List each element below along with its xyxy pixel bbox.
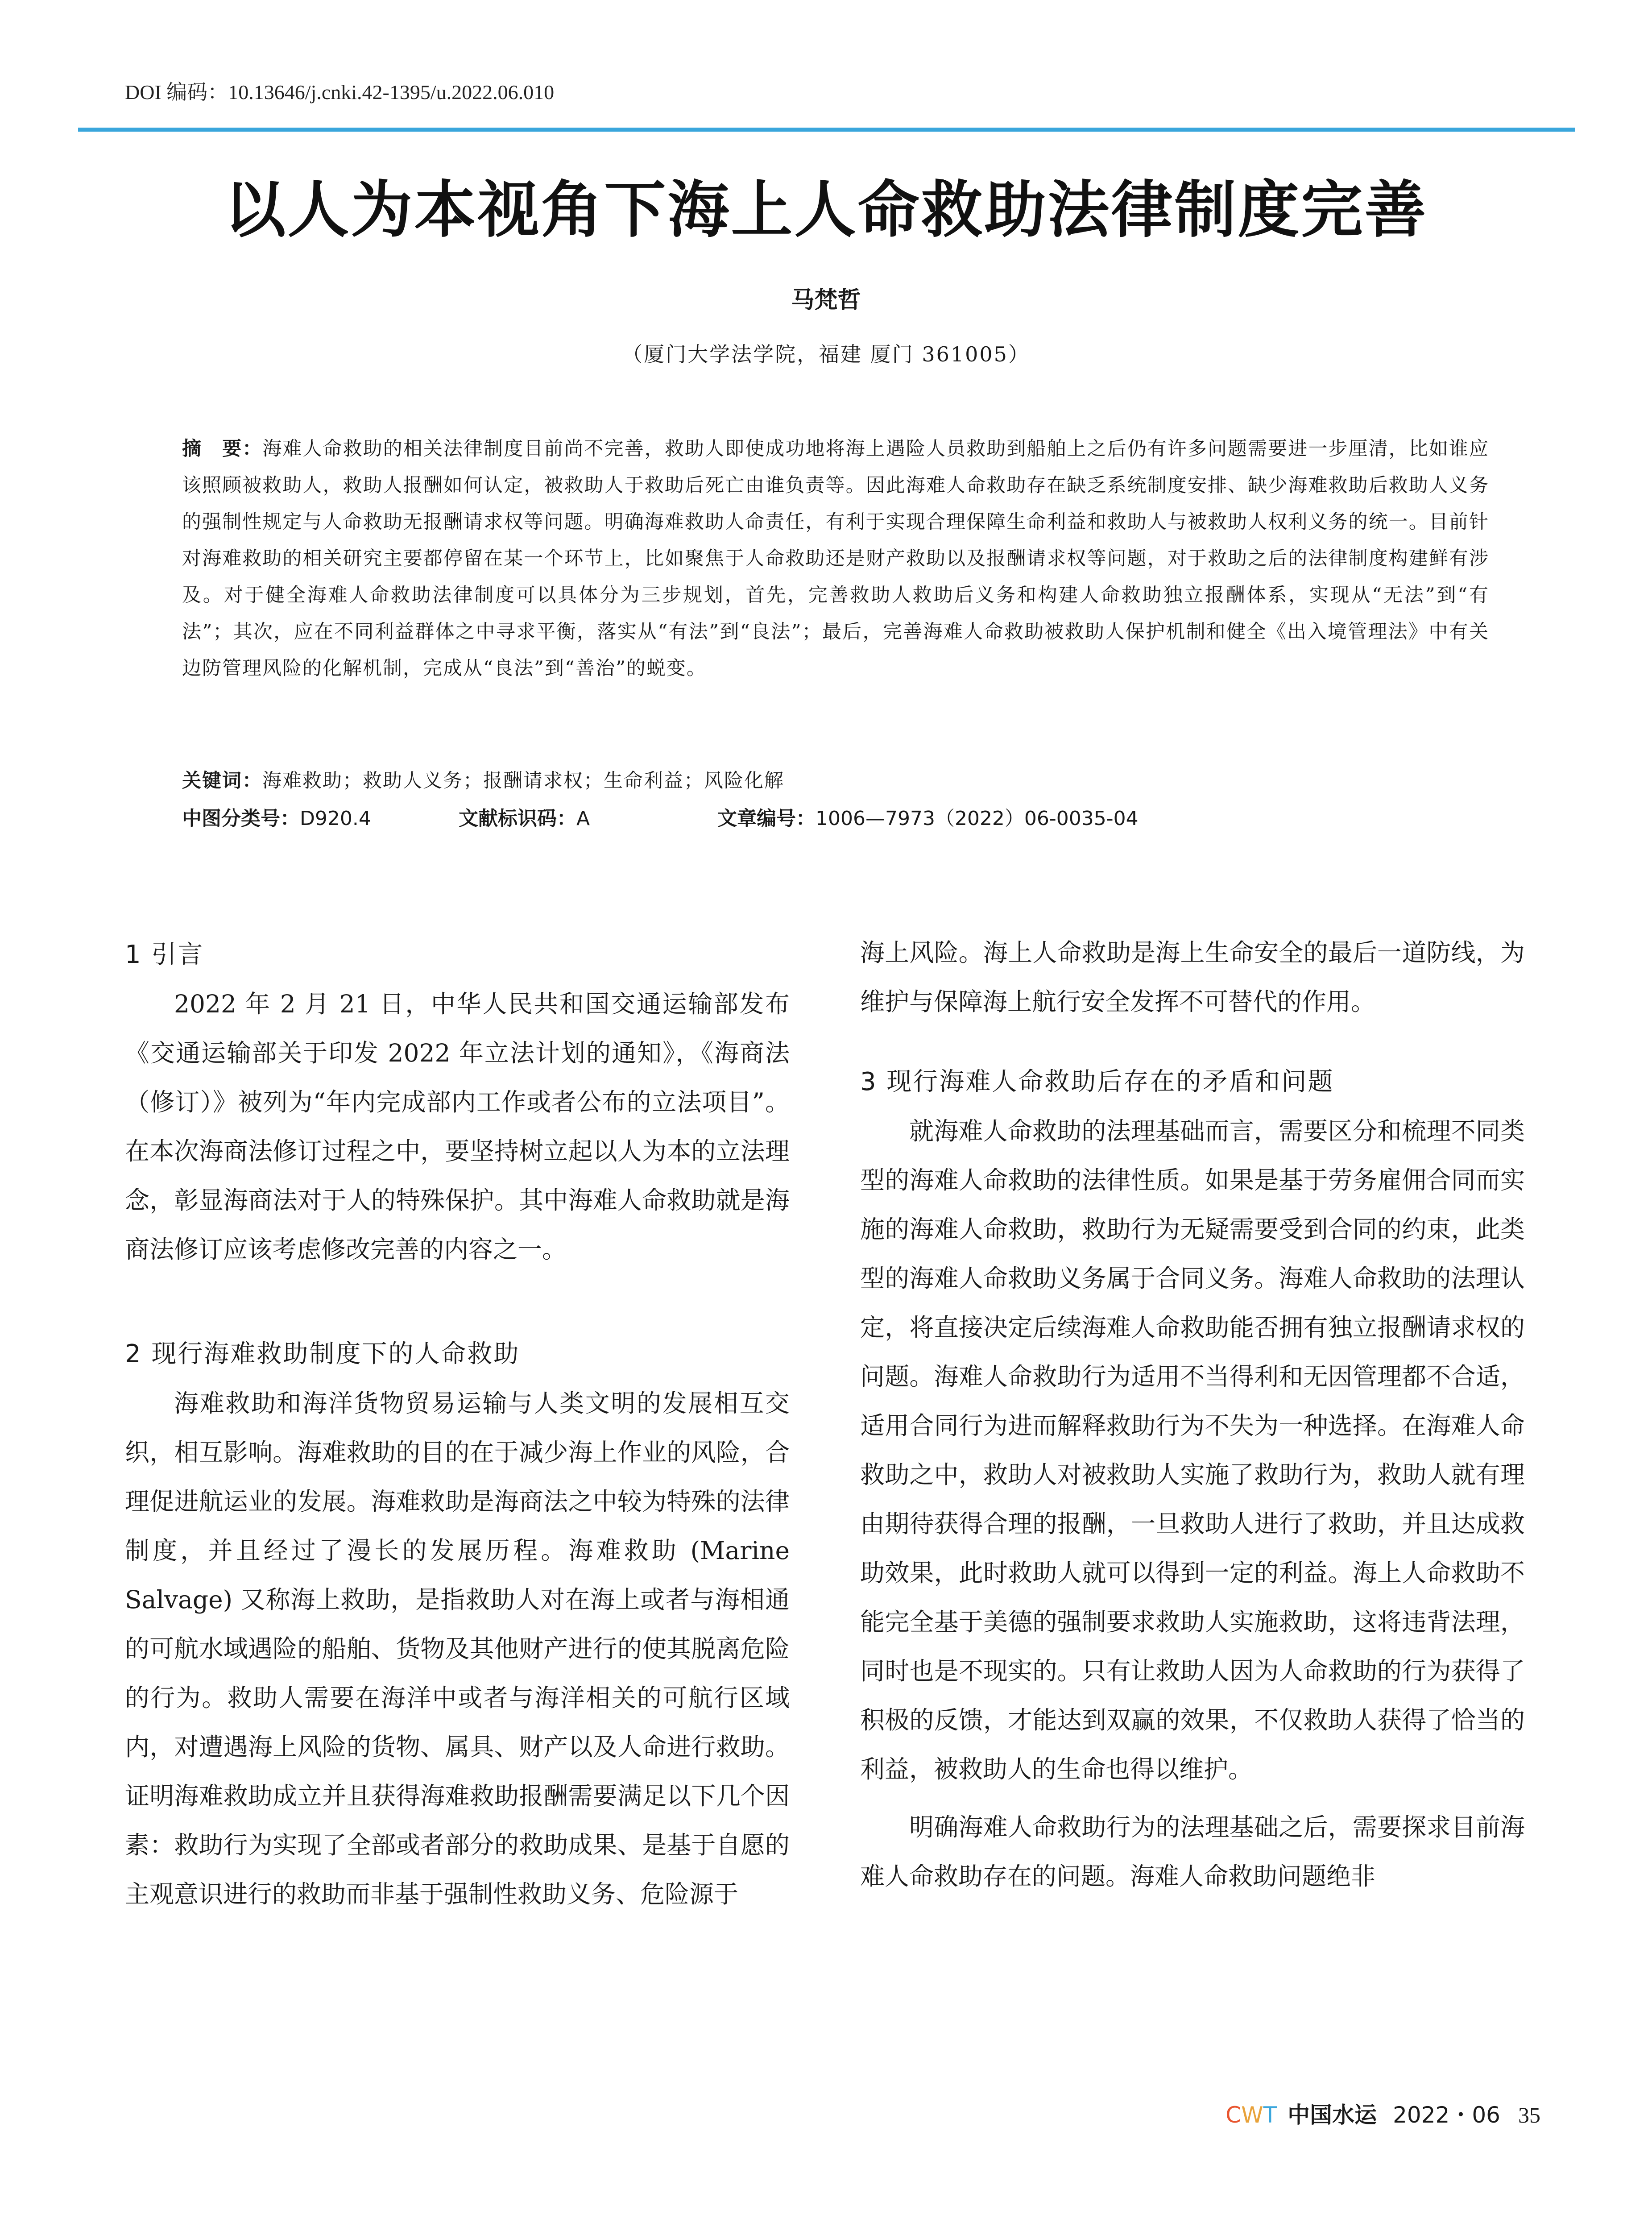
keywords (182, 765, 1489, 796)
doc-label: 文献标识码： (459, 807, 576, 830)
abstract-label: 摘 要： (182, 438, 263, 460)
section-3-paragraph-2: 明确海难人命救助行为的法理基础之后，需要探求目前海难人命救助存在的问题。海难人命救助问题绝非 (860, 1813, 1525, 1891)
page-footer (1226, 2097, 1540, 2129)
clc-label: 中图分类号： (182, 807, 300, 830)
clc-value: D920.4 (300, 807, 371, 830)
document-code (459, 803, 717, 834)
article-title: 以人为本视角下海上人命救助法律制度完善 (224, 173, 1428, 246)
issue-number: 2022・06 (1393, 2102, 1500, 2128)
keywords-text: 海难救助；救助人义务；报酬请求权；生命利益；风险化解 (262, 770, 784, 792)
article-label: 文章编号： (717, 807, 816, 830)
section-2-continuation: 海上风险。海上人命救助是海上生命安全的最后一道防线，为维护与保障海上航行安全发挥不可替代的作用。 (860, 938, 1525, 1016)
right-column (860, 928, 1525, 1901)
section-1-heading: 1 引言 (125, 940, 204, 969)
author-affiliation: （厦门大学法学院，福建 厦门 361005） (622, 342, 1030, 366)
logo-letter-c: C (1226, 2102, 1242, 2128)
section-3-heading: 3 现行海难人命救助后存在的矛盾和问题 (860, 1067, 1334, 1096)
header-rule (78, 128, 1575, 132)
doc-value: A (576, 807, 590, 830)
left-column (125, 930, 790, 1919)
journal-name: 中国水运 (1288, 2102, 1377, 2128)
abstract-text: 海难人命救助的相关法律制度目前尚不完善，救助人即使成功地将海上遇险人员救助到船舶上之后仍有许多问题需要进一步厘清，比如谁应该照顾被救助人，救助人报酬如何认定，被救助人于救助后死亡由谁负责等。因此海难人命救助存在缺乏系统制度安排、缺少海难救助后救助人义务的强制性规定与人命救助无报酬请求权等问题。明确海难救助人命责任，有利于实现合理保障生命利益和救助人与被救助人权利义务的统一。目前针对海难救助的相关研究主要都停留在某一个环节上，比如聚焦于人命救助还是财产救助以及报酬请求权等问题，对于救助之后的法律制度构建鲜有涉及。对于健全海难人命救助法律制度可以具体分为三步规划，首先，完善救助人救助后义务和构建人命救助独立报酬体系，实现从“无法”到“有法”；其次，应在不同利益群体之中寻求平衡，落实从“有法”到“良法”；最后，完善海难人命救助被救助人保护机制和健全《出入境管理法》中有关边防管理风险的化解机制，完成从“良法”到“善治”的蜕变。 (182, 438, 1489, 680)
keywords-label: 关键词： (182, 770, 262, 792)
section-3-paragraph-1: 就海难人命救助的法理基础而言，需要区分和梳理不同类型的海难人命救助的法律性质。如果是基于劳务雇佣合同而实施的海难人命救助，救助行为无疑需要受到合同的约束，此类型的海难人命救助义务属于合同义务。海难人命救助的法理认定，将直接决定后续海难人命救助能否拥有独立报酬请求权的问题。海难人命救助行为适用不当得利和无因管理都不合适，适用合同行为进而解释救助行为不失为一种选择。在海难人命救助之中，救助人对被救助人实施了救助行为，救助人就有理由期待获得合理的报酬，一旦救助人进行了救助，并且达成救助效果，此时救助人就可以得到一定的利益。海上人命救助不能完全基于美德的强制要求救助人实施救助，这将违背法理，同时也是不现实的。只有让救助人因为人命救助的行为获得了积极的反馈，才能达到双赢的效果，不仅救助人获得了恰当的利益，被救助人的生命也得以维护。 (860, 1117, 1525, 1783)
article-number (717, 803, 1139, 834)
doi-line: DOI 编码：10.13646/j.cnki.42-1395/u.2022.06.010 (125, 81, 555, 104)
section-2-heading: 2 现行海难救助制度下的人命救助 (125, 1339, 520, 1368)
section-1-paragraph: 2022 年 2 月 21 日，中华人民共和国交通运输部发布《交通运输部关于印发 2022 年立法计划的通知》，《海商法（修订）》被列为“年内完成部内工作或者公布的立法项目”。在本次海商法修订过程之中，要坚持树立起以人为本的立法理念，彰显海商法对于人的特殊保护。其中海难人命救助就是海商法修订应该考虑修改完善的内容之一。 (125, 990, 790, 1264)
article-value: 1006—7973（2022）06-0035-04 (816, 807, 1139, 830)
abstract (182, 431, 1489, 687)
classification-line (182, 803, 1489, 834)
author-name: 马梵哲 (791, 287, 861, 314)
page-number: 35 (1518, 2102, 1540, 2127)
logo-letter-w: W (1241, 2102, 1263, 2128)
clc-number (182, 803, 459, 834)
section-2-paragraph: 海难救助和海洋货物贸易运输与人类文明的发展相互交织，相互影响。海难救助的目的在于减少海上作业的风险，合理促进航运业的发展。海难救助是海商法之中较为特殊的法律制度，并且经过了漫长的发展历程。海难救助 (Marine Salvage) 又称海上救助，是指救助人对在海上或者与海相通的可航水域遇险的船舶、货物及其他财产进行的使其脱离危险的行为。救助人需要在海洋中或者与海洋相关的可航行区域内，对遭遇海上风险的货物、属具、财产以及人命进行救助。证明海难救助成立并且获得海难救助报酬需要满足以下几个因素：救助行为实现了全部或者部分的救助成果、是基于自愿的主观意识进行的救助而非基于强制性救助义务、危险源于 (125, 1389, 790, 1908)
logo-letter-t: T (1263, 2102, 1277, 2128)
